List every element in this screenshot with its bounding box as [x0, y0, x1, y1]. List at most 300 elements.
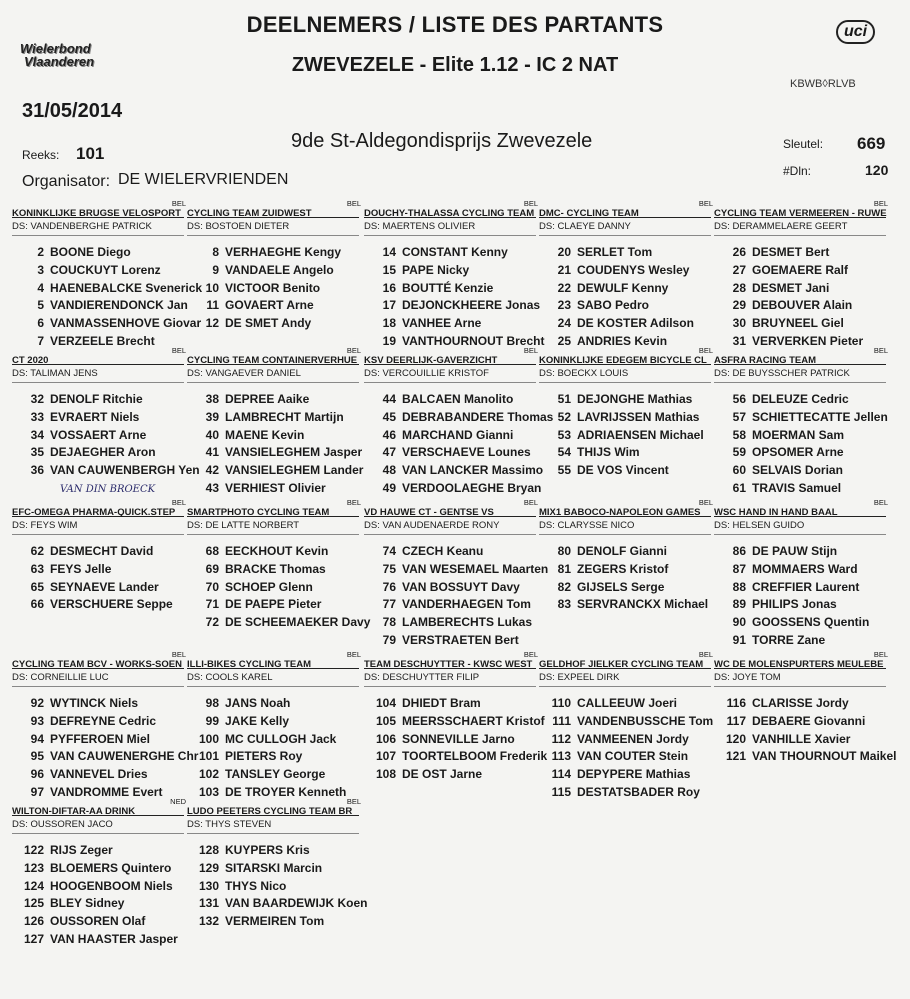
team-directeur-sportif: DS: EXPEEL DIRK [539, 672, 711, 687]
rider-number: 93 [30, 713, 44, 728]
rider-name: SELVAIS Dorian [752, 463, 843, 478]
team-directeur-sportif: DS: VANGAEVER DANIEL [187, 368, 359, 383]
rider-number: 4 [37, 280, 44, 295]
rider-name: THYS Nico [225, 878, 287, 893]
rider-number: 127 [23, 931, 44, 946]
rider-row [20, 244, 184, 262]
rider-row [372, 262, 536, 280]
rider-number: 56 [732, 392, 746, 406]
rider-number: 63 [30, 561, 44, 576]
team-block [12, 797, 186, 949]
rider-row [547, 333, 711, 351]
rider-name: CLARISSE Jordy [752, 696, 849, 710]
rider-row [20, 731, 184, 749]
rider-number: 15 [382, 262, 396, 277]
rider-number: 81 [557, 561, 571, 576]
rider-name: DELEUZE Cedric [752, 392, 849, 406]
rider-number: 54 [557, 445, 571, 460]
rider-row [20, 280, 203, 298]
rider-row [20, 784, 184, 802]
rider-name: SERVRANCKX Michael [577, 597, 709, 612]
team-block [714, 498, 888, 650]
rider-row [547, 462, 711, 480]
rider-name: DEBRABANDERE Thomas [402, 409, 554, 424]
rider-row [20, 333, 184, 351]
rider-row [195, 895, 368, 913]
team-header [539, 498, 713, 518]
rider-number: 86 [732, 544, 746, 558]
team-name: TEAM DESCHUYTTER - KWSC WEST [364, 659, 533, 670]
rider-name: JAKE Kelly [225, 713, 290, 728]
rider-number: 16 [382, 280, 396, 295]
team-country: BEL [346, 498, 361, 507]
rider-row [372, 391, 536, 409]
rider-row [195, 878, 359, 896]
rider-number: 45 [382, 409, 396, 424]
rider-number: 110 [551, 696, 571, 710]
rider-name: BALCAEN Manolito [402, 392, 514, 406]
rider-name: RIJS Zeger [50, 843, 113, 857]
rider-row [722, 480, 886, 498]
rider-number: 51 [557, 392, 571, 406]
rider-row [372, 766, 536, 784]
rider-name: PAPE Nicky [402, 262, 470, 277]
rider-row [547, 596, 711, 614]
sleutel-label: Sleutel: [783, 137, 824, 151]
rider-row [20, 391, 184, 409]
team-country: BEL [171, 346, 186, 355]
rider-name: HOOGENBOOM Niels [50, 878, 173, 893]
rider-number: 8 [212, 245, 219, 259]
rider-number: 7 [37, 333, 44, 348]
rider-row [372, 731, 536, 749]
rider-row [372, 695, 536, 713]
rider-name: DESMET Jani [752, 280, 830, 295]
rider-name: DEBOUVER Alain [752, 298, 853, 313]
rider-name: SONNEVILLE Jarno [402, 731, 515, 746]
rider-name: VANDERHAEGEN Tom [402, 597, 531, 612]
rider-row [722, 444, 886, 462]
rider-number: 10 [205, 280, 219, 295]
team-country: BEL [523, 650, 538, 659]
reeks-label: Reeks: [22, 148, 60, 162]
rider-name: VANDIERENDONCK Jan [50, 298, 188, 313]
team-directeur-sportif: DS: DERAMMELAERE GEERT [714, 221, 886, 236]
rider-number: 3 [37, 262, 44, 277]
team-block [539, 199, 713, 351]
team-directeur-sportif: DS: CLAEYE DANNY [539, 221, 711, 236]
team-header [187, 199, 361, 219]
rider-row [372, 280, 536, 298]
rider-number: 70 [205, 579, 219, 594]
rider-row [195, 913, 359, 931]
rider-name: VAN WESEMAEL Maarten [402, 561, 549, 576]
team-directeur-sportif: DS: DE BUYSSCHER PATRICK [714, 368, 886, 383]
rider-number: 57 [732, 409, 746, 424]
team-directeur-sportif: DS: COOLS KAREL [187, 672, 359, 687]
rider-number: 61 [732, 480, 746, 495]
rider-row [20, 913, 184, 931]
rider-name: DEPREE Aaike [225, 392, 310, 406]
rider-row [195, 280, 359, 298]
team-country: BEL [873, 346, 888, 355]
rider-name: DEFREYNE Cedric [50, 713, 157, 728]
rider-name: MOERMAN Sam [752, 427, 845, 442]
rider-name: ADRIAENSEN Michael [577, 427, 704, 442]
rider-number: 39 [205, 409, 219, 424]
uci-logo: uci [836, 20, 896, 46]
rider-list [372, 391, 554, 498]
rider-name: VANTHOURNOUT Brecht [402, 333, 545, 348]
rider-name: VAN CAUWENERGHE Chr [50, 749, 199, 764]
rider-row [547, 731, 711, 749]
rider-number: 97 [30, 784, 44, 799]
team-country: BEL [698, 650, 713, 659]
team-directeur-sportif: DS: HELSEN GUIDO [714, 520, 886, 535]
rider-number: 100 [198, 731, 219, 746]
rider-name: VAN COUTER Stein [577, 749, 689, 764]
rider-number: 41 [205, 445, 219, 460]
rider-number: 92 [30, 696, 44, 710]
rider-number: 108 [375, 767, 396, 782]
rider-number: 28 [732, 280, 746, 295]
team-name: CYCLING TEAM ZUIDWEST [187, 208, 312, 219]
rider-name: WYTINCK Niels [50, 696, 139, 710]
rider-row [20, 409, 184, 427]
rider-number: 36 [30, 463, 44, 478]
team-block [539, 650, 714, 802]
rider-row [722, 748, 897, 766]
rider-row [195, 480, 359, 498]
team-directeur-sportif: DS: VAN AUDENAERDE RONY [364, 520, 536, 535]
team-country: BEL [873, 498, 888, 507]
rider-name: VAN HAASTER Jasper [50, 931, 178, 946]
rider-name: DEJONCKHEERE Jonas [402, 298, 541, 313]
rider-row [722, 427, 886, 445]
rider-name: VANMEENEN Jordy [577, 731, 689, 746]
rider-list [195, 842, 368, 931]
rider-name: CREFFIER Laurent [752, 579, 860, 594]
rider-number: 66 [30, 597, 44, 612]
rider-list [20, 543, 184, 614]
rider-row [195, 713, 359, 731]
rider-row [372, 614, 536, 632]
rider-number: 20 [557, 245, 571, 259]
rider-name: OPSOMER Arne [752, 445, 844, 460]
rider-row [547, 766, 711, 784]
rider-number: 91 [732, 632, 746, 647]
rider-name: VANSIELEGHEM Jasper [225, 445, 363, 460]
team-block [187, 498, 371, 632]
rider-row [20, 315, 202, 333]
team-country: BEL [171, 199, 186, 208]
rider-name: COUDENYS Wesley [577, 262, 690, 277]
rider-row [722, 391, 886, 409]
rider-name: PYFFEROEN Miel [50, 731, 151, 746]
team-block [12, 199, 203, 351]
rider-number: 11 [206, 298, 219, 313]
rider-name: ZEGERS Kristof [577, 561, 669, 576]
rider-list [547, 695, 714, 802]
rider-row [372, 632, 536, 650]
rider-name: SERLET Tom [577, 245, 653, 259]
rider-number: 40 [205, 427, 219, 442]
rider-name: VAN BAARDEWIJK Koen [225, 896, 368, 911]
team-directeur-sportif: DS: VANDENBERGHE PATRICK [12, 221, 184, 236]
team-header [539, 346, 713, 366]
rider-name: DE SCHEEMAEKER Davy [225, 615, 371, 630]
rider-name: TRAVIS Samuel [752, 480, 842, 495]
rider-row [547, 244, 711, 262]
rider-row [20, 579, 184, 597]
rider-number: 65 [30, 579, 44, 594]
rider-number: 46 [382, 427, 396, 442]
rider-row [195, 614, 371, 632]
team-name: WSC HAND IN HAND BAAL [714, 507, 838, 518]
rider-row [372, 444, 536, 462]
rider-number: 95 [30, 749, 44, 764]
page-subtitle: ZWEVEZELE - Elite 1.12 - IC 2 NAT [291, 54, 619, 76]
rider-number: 129 [198, 860, 219, 875]
rider-list [195, 543, 371, 632]
rider-row [195, 444, 363, 462]
rider-row [195, 297, 359, 315]
rider-number: 9 [212, 262, 219, 277]
rider-list [722, 244, 886, 351]
rider-list [722, 391, 886, 498]
rider-number: 90 [732, 615, 746, 630]
rider-row [195, 731, 359, 749]
rider-name: BOUTTÉ Kenzie [402, 280, 494, 295]
rider-row [20, 713, 184, 731]
team-header [364, 199, 538, 219]
rider-row [372, 427, 536, 445]
rider-name: TANSLEY George [225, 767, 326, 782]
rider-row [722, 462, 886, 480]
rider-number: 80 [557, 544, 571, 558]
team-directeur-sportif: DS: MAERTENS OLIVIER [364, 221, 536, 236]
team-country: BEL [873, 199, 888, 208]
team-country: BEL [698, 498, 713, 507]
rider-name: TORRE Zane [752, 632, 826, 647]
rider-number: 102 [198, 767, 219, 782]
team-directeur-sportif: DS: TALIMAN JENS [12, 368, 184, 383]
team-directeur-sportif: DS: OUSSOREN JACO [12, 819, 184, 834]
team-name: ILLI-BIKES CYCLING TEAM [187, 659, 312, 670]
rider-row [20, 842, 184, 860]
rider-name: DEJONGHE Mathias [577, 392, 693, 406]
rider-list [547, 391, 711, 480]
rider-name: VAN BOSSUYT Davy [402, 579, 520, 594]
team-country: BEL [873, 650, 888, 659]
rider-row [722, 614, 886, 632]
rider-number: 24 [557, 316, 571, 331]
rider-name: MARCHAND Gianni [402, 427, 514, 442]
rider-number: 69 [205, 561, 219, 576]
rider-row [20, 543, 184, 561]
rider-name: DENOLF Ritchie [50, 392, 143, 406]
rider-number: 60 [732, 463, 746, 478]
rider-row [195, 695, 359, 713]
rider-name: LAMBERECHTS Lukas [402, 615, 533, 630]
rider-row [372, 748, 548, 766]
rider-name: CONSTANT Kenny [402, 245, 508, 259]
rider-name: VANDROMME Evert [50, 784, 163, 799]
rider-name: DESMET Bert [752, 245, 830, 259]
rider-row [20, 262, 184, 280]
rider-name: DE KOSTER Adilson [577, 316, 694, 331]
rider-row [195, 462, 364, 480]
rider-row [195, 860, 359, 878]
rider-list [722, 695, 897, 766]
rider-number: 89 [732, 597, 746, 612]
rider-name: CALLEEUW Joeri [577, 696, 678, 710]
team-country: BEL [523, 199, 538, 208]
team-header [12, 650, 186, 670]
team-directeur-sportif: DS: CORNEILLIE LUC [12, 672, 184, 687]
rider-row [195, 784, 359, 802]
rider-row [20, 860, 184, 878]
rider-row [722, 543, 886, 561]
rider-row [722, 297, 886, 315]
rider-list [195, 391, 364, 498]
team-block [187, 199, 361, 333]
rider-number: 112 [551, 731, 571, 746]
rider-number: 124 [23, 878, 44, 893]
rider-number: 17 [382, 298, 396, 313]
rider-number: 132 [198, 914, 219, 929]
handwritten-note: VAN DIN BROECK [60, 484, 156, 495]
rider-row [20, 878, 184, 896]
rider-name: TOORTELBOOM Frederik [402, 749, 548, 764]
rider-name: MC CULLOGH Jack [225, 731, 337, 746]
rider-row [547, 695, 711, 713]
team-header [714, 498, 888, 518]
rider-row [195, 748, 359, 766]
rider-list [20, 391, 200, 480]
rider-row [20, 695, 184, 713]
rider-number: 31 [732, 333, 746, 348]
rider-row [20, 766, 184, 784]
rider-row [547, 262, 711, 280]
team-name: EFC-OMEGA PHARMA-QUICK.STEP [12, 507, 176, 518]
rider-number: 48 [382, 463, 396, 478]
rider-row [372, 579, 536, 597]
dln-label: #Dln: [783, 164, 812, 178]
rider-row [547, 579, 711, 597]
rider-name: PHILIPS Jonas [752, 597, 837, 612]
rider-name: OUSSOREN Olaf [50, 914, 146, 929]
team-block [187, 797, 368, 931]
team-block [714, 650, 897, 766]
team-header [539, 650, 713, 670]
team-block [187, 650, 361, 802]
rider-name: JANS Noah [225, 696, 291, 710]
rider-name: HAENEBALCKE Svenerick [50, 280, 203, 295]
rider-number: 117 [726, 713, 746, 728]
rider-name: DE VOS Vincent [577, 463, 669, 478]
team-block [539, 346, 713, 480]
team-name: MIX1 BABOCO-NAPOLEON GAMES [539, 507, 701, 518]
rider-name: SABO Pedro [577, 298, 650, 313]
rider-row [547, 713, 714, 731]
rider-name: MEERSSCHAERT Kristof [402, 713, 545, 728]
rider-number: 122 [23, 843, 44, 857]
rider-row [547, 409, 711, 427]
team-header [12, 797, 186, 817]
rider-name: VERSTRAETEN Bert [402, 632, 519, 647]
team-header [714, 650, 888, 670]
rider-number: 96 [30, 767, 44, 782]
rider-name: VANDAELE Angelo [225, 262, 334, 277]
rider-name: DEWULF Kenny [577, 280, 669, 295]
rider-row [722, 333, 886, 351]
rider-name: THIJS Wim [577, 445, 640, 460]
rider-name: DESTATSBADER Roy [577, 784, 700, 799]
rider-number: 99 [205, 713, 219, 728]
rider-name: MOMMAERS Ward [752, 561, 858, 576]
rider-number: 87 [732, 561, 746, 576]
team-country: BEL [346, 346, 361, 355]
rider-row [195, 262, 359, 280]
team-header [364, 498, 538, 518]
rider-row [372, 543, 536, 561]
rider-name: VERHIEST Olivier [225, 480, 326, 495]
rider-list [372, 543, 549, 650]
team-name: SMARTPHOTO CYCLING TEAM [187, 507, 330, 518]
reeks-value: 101 [76, 144, 105, 163]
rider-name: VAN LANCKER Massimo [402, 463, 544, 478]
team-directeur-sportif: DS: BOECKX LOUIS [539, 368, 711, 383]
rider-name: DE OST Jarne [402, 767, 483, 782]
team-name: CYCLING TEAM VERMEEREN - RUWE [714, 208, 887, 219]
rider-row [547, 391, 711, 409]
team-block [187, 346, 364, 498]
rider-number: 43 [205, 480, 219, 495]
rider-number: 53 [557, 427, 571, 442]
rider-number: 55 [557, 463, 571, 478]
rider-name: GOVAERT Arne [225, 298, 314, 313]
rider-number: 78 [382, 615, 396, 630]
rider-number: 123 [23, 860, 44, 875]
rider-number: 18 [382, 316, 396, 331]
team-header [539, 199, 713, 219]
rider-name: VERZEELE Brecht [50, 333, 155, 348]
page-title: DEELNEMERS / LISTE DES PARTANTS [246, 12, 664, 37]
rider-row [195, 842, 359, 860]
team-name: WILTON-DIFTAR-AA DRINK [12, 806, 136, 817]
rider-name: SITARSKI Marcin [225, 860, 323, 875]
rider-number: 103 [198, 784, 219, 799]
rider-row [547, 543, 711, 561]
rider-name: GOOSSENS Quentin [752, 615, 870, 630]
rider-number: 130 [198, 878, 219, 893]
rider-name: DENOLF Gianni [577, 544, 667, 558]
team-country: BEL [698, 199, 713, 208]
dln-value: 120 [865, 162, 889, 178]
rider-name: VERDOOLAEGHE Bryan [402, 480, 542, 495]
rider-name: KUYPERS Kris [225, 843, 310, 857]
rider-number: 128 [198, 843, 219, 857]
team-name: GELDHOF JIELKER CYCLING TEAM [539, 659, 704, 670]
rider-row [20, 462, 200, 480]
rider-number: 74 [382, 544, 396, 558]
rider-number: 120 [725, 731, 746, 746]
team-directeur-sportif: DS: DESCHUYTTER FILIP [364, 672, 536, 687]
team-block [12, 346, 200, 480]
team-country: BEL [523, 498, 538, 507]
rider-name: BOONE Diego [50, 245, 131, 259]
